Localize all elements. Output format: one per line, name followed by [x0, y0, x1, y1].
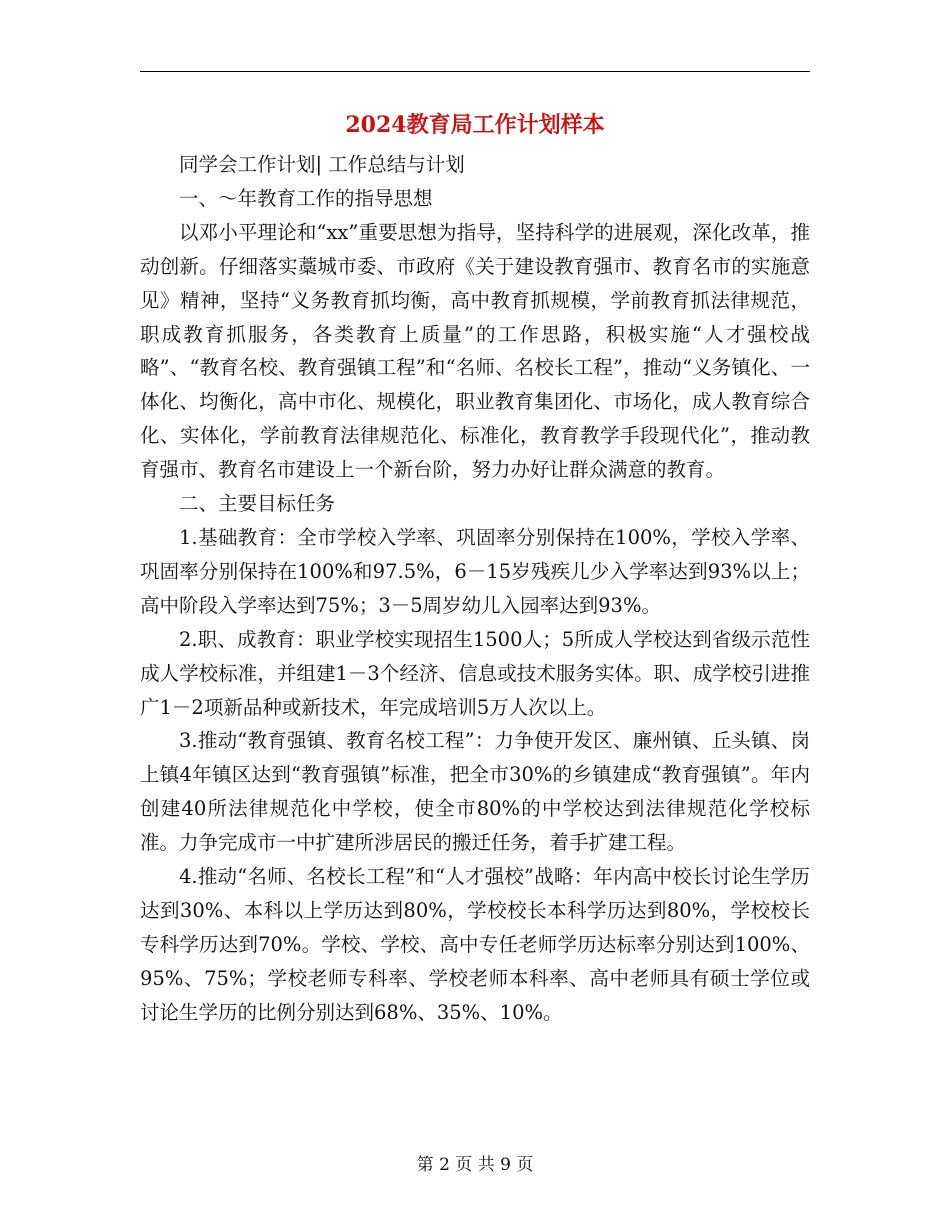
- paragraph-famous-teachers: 4.推动“名师、名校长工程”和“人才强校”战略：年内高中校长讨论生学历达到30%、本科以上学历达到80%，学校校长本科学历达到80%，学校校长专科学历达到70%。学校、学校、高中专任老师学历达标率分别达到100%、95%、75%；学校老师专科率、学校老师本科率、高中老师具有硕士学位或讨论生学历的比例分别达到68%、35%、10%。: [140, 865, 810, 1024]
- section-heading-guiding-ideology: 一、～年教育工作的指导思想: [179, 186, 433, 210]
- document-title: 2024教育局工作计划样本: [345, 112, 605, 138]
- document-body: [140, 148, 810, 1030]
- paragraph-subheading: 同学会工作计划| 工作总结与计划: [179, 153, 465, 176]
- header-rule: [140, 71, 810, 72]
- page-number-footer: 第 2 页 共 9 页: [416, 1155, 534, 1175]
- section-heading-main-goals: 二、主要目标任务: [179, 492, 336, 516]
- paragraph-basic-education: 1.基础教育：全市学校入学率、巩固率分别保持在100%，学校入学率、巩固率分别保持在100%和97.5%，6－15岁残疾儿少入学率达到93%以上；高中阶段入学率达到75%；3－5周岁幼儿入园率达到93%。: [140, 525, 810, 617]
- paragraph-strong-towns: 3.推动“教育强镇、教育名校工程”：力争使开发区、廉州镇、丘头镇、岗上镇4年镇区达到“教育强镇”标准，把全市30%的乡镇建成“教育强镇”。年内创建40所法律规范化中学校，使全市80%的中学校达到法律规范化学校标准。力争完成市一中扩建所涉居民的搬迁任务，着手扩建工程。: [140, 729, 810, 855]
- paragraph-guiding-ideology: 以邓小平理论和“xx”重要思想为指导，坚持科学的进展观，深化改革，推动创新。仔细落实藁城市委、市政府《关于建设教育强市、教育名市的实施意见》精神，坚持“义务教育抓均衡，高中教育抓规模，学前教育抓法律规范，职成教育抓服务，各类教育上质量”的工作思路，积极实施“人才强校战略”、“教育名校、教育强镇工程”和“名师、名校长工程”，推动“义务镇化、一体化、均衡化，高中市化、规模化，职业教育集团化、市场化，成人教育综合化、实体化，学前教育法律规范化、标准化，教育教学手段现代化”，推动教育强市、教育名市建设上一个新台阶，努力办好让群众满意的教育。: [140, 220, 810, 482]
- paragraph-vocational-education: 2.职、成教育：职业学校实现招生1500人；5所成人学校达到省级示范性成人学校标准，并组建1－3个经济、信息或技术服务实体。职、成学校引进推广1－2项新品种或新技术，年完成培训5万人次以上。: [140, 627, 810, 719]
